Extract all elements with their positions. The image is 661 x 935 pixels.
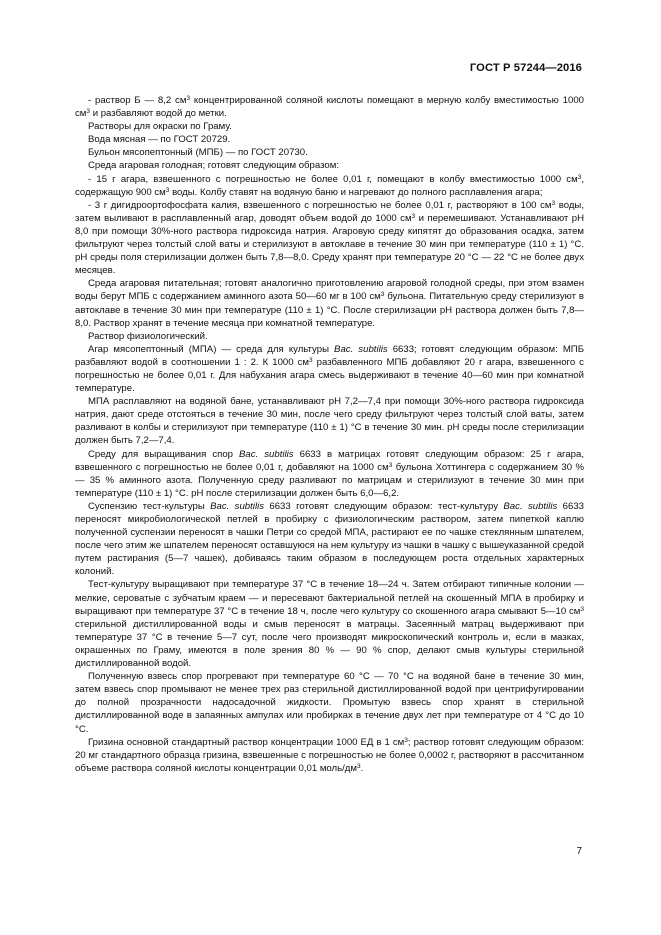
paragraph: Вода мясная — по ГОСТ 20729.: [88, 134, 231, 146]
paragraph: Гризина основной стандартный раствор концентрации 1000 ЕД в 1 $см^3$; раствор готовят следующим образом: 20 мг стандартного образца гризина, взвешенные с погрешностью не более 0,0002 г, растворяют в рассчитанном объеме раствора соляной кислоты концентрации 0,01 моль/$дм^3$.: [75, 736, 585, 774]
standard-header: ГОСТ Р 57244—2016: [469, 62, 582, 74]
paragraph: Суспензию тест-культуры Bac. subtilis 6633 готовят следующим образом: тест-культуру Bac. subtilis 6633 переносят микробиологической петлей в пробирку с физиологическим раствором, затем пипеткой каплю полученной суспензии переносят в чашки Петри со средой МПА, растирают ее по чашке стеклянным шпателем, после чего этим же шпателем переносят оставшуюся на нем культуру из чашки в чашку с вышеуказанной средой путем растирания (5—7 чашек), добиваясь таким образом в последующем роста отдельных характерных колоний.: [75, 500, 585, 578]
paragraph: Тест-культуру выращивают при температуре 37 °С в течение 18—24 ч. Затем отбирают типичные колонии — мелкие, сероватые с зубчатым краем — и пересевают бактериальной петлей на скошенный МПА в пробирку и выращивают при температуре 37 °С в течение 18 ч, после чего культуру со скошенного агара смывают 5—10 $см^3$ стерильной дистиллированной воды и смыв переносят в матрацы. Засеянный матрац выдерживают при температуре 37 °С в течение 5—7 сут, после чего производят микроскопический контроль и, если в мазках, окрашенных по Граму, имеются в поле зрения 80 % — 90 % спор, делают смыв культуры стерильной дистиллированной водой.: [75, 579, 584, 670]
page-number: 7: [576, 846, 582, 857]
paragraph: - раствор Б — 8,2 $см^3$ концентрированной соляной кислоты помещают в мерную колбу вместимостью 1000 $см^3$ и разбавляют водой до метки.: [75, 95, 584, 120]
paragraph: Раствор физиологический.: [88, 330, 208, 342]
paragraph: - 15 г агара, взвешенного с погрешностью не более 0,01 г, помещают в колбу вместимостью 1000 $см^3$, содержащую 900 $см^3$ воды. Колбу ставят на водяную баню и нагревают до полного расплавления агара;: [75, 173, 584, 198]
paragraph: Среда агаровая голодная; готовят следующим образом:: [88, 160, 339, 172]
paragraph: Среду для выращивания спор Bac. subtilis 6633 в матрицах готовят следующим образом: 25 г агара, взвешенного с погрешностью не более 0,01 г, добавляют на 1000 $см^3$ бульона Хоттингера с содержанием 30 % — 35 % аминного азота. Полученную среду разливают по матрицам и стерилизуют в течение 30 мин при температуре (110 ± 1) °С. pH после стерилизации должен быть 6,0—6,2.: [75, 448, 584, 499]
paragraph: Бульон мясопептонный (МПБ) — по ГОСТ 20730.: [88, 147, 308, 159]
paragraph: Агар мясопептонный (МПА) — среда для культуры Bac. subtilis 6633; готовят следующим образом: МПБ разбавляют водой в соотношении 1 : 2. К 1000 $см^3$ разбавленного МПБ добавляют 20 г агара, взвешенного с погрешностью не более 0,01 г. Для набухания агара смесь выдерживают в течение 40—60 мин при комнатной температуре.: [75, 343, 584, 395]
paragraph: - 3 г дигидроортофосфата калия, взвешенного с погрешностью не более 0,01 г, растворяют в 100 $см^3$ воды, затем выливают в расплавленный агар, доводят объем водой до 1000 $см^3$ и перемешивают. Устанавливают pH 8,0 при помощи 30%-ного раствора гидроксида натрия. Агаровую среду кипятят до образования осадка, затем фильтруют через толстый слой ваты и стерилизуют в автоклаве в течение 30 мин при температуре (110 ± 1) °С. pH среды поля стерилизации должен быть 7,8—8,0. Среду хранят при температуре 20 °С — 22 °С не более двух месяцев.: [75, 199, 585, 277]
paragraph: Полученную взвесь спор прогревают при температуре 60 °С — 70 °С на водяной бане в течение 30 мин, затем взвесь спор промывают не менее трех раз стерильной дистиллированной водой при центрифугировании до полной прозрачности надосадочной жидкости. Промытую взвесь спор хранят в стерильной дистиллированной воде в запаянных ампулах или пробирках в течение двух лет при температуре от 4 °С до 10 °С.: [75, 671, 584, 735]
paragraph: МПА расплавляют на водяной бане, устанавливают pH 7,2—7,4 при помощи 30%-ного раствора гидроксида натрия, дают среде отстояться в течение 30 мин, после чего среду фильтруют через толстый слой ваты, затем разливают в колбы и стерилизуют при температуре (110 ± 1) °С в течение 30 мин. pH среды после стерилизации должен быть 7,2—7,4.: [75, 396, 584, 447]
paragraph: Растворы для окраски по Граму.: [88, 121, 232, 133]
body-text: [75, 94, 584, 775]
paragraph: Среда агаровая питательная; готовят аналогично приготовлению агаровой голодной среды, при этом взамен воды берут МПБ с содержанием аминного азота 50—60 мг в 100 $см^3$ бульона. Питательную среду стерилизуют в автоклаве в течение 30 мин при температуре (110 ± 1) °С. После стерилизации pH раствора должен быть 7,8—8,0. Раствор хранят в течение месяца при комнатной температуре.: [75, 278, 584, 329]
